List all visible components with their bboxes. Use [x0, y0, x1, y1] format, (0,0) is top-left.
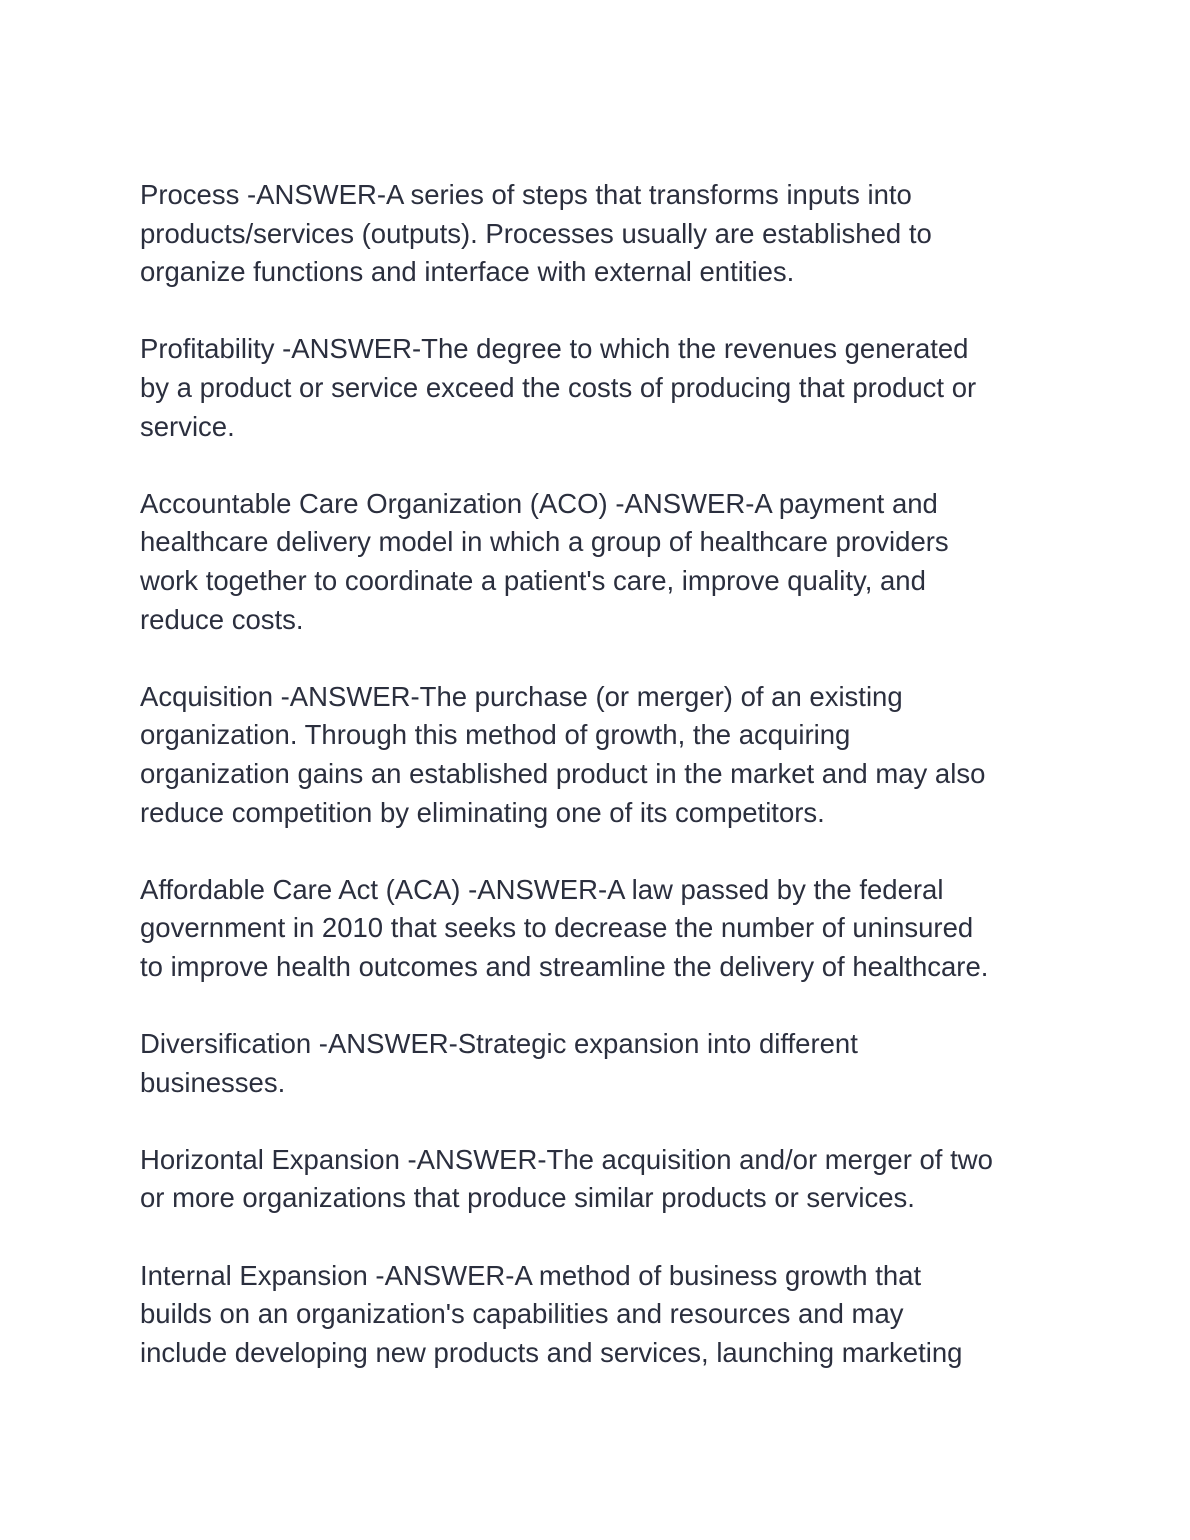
entry-line: government in 2010 that seeks to decrease the number of uninsured [140, 912, 974, 944]
entry-line: products/services (outputs). Processes usually are established to [140, 217, 932, 249]
glossary-entry-acquisition [140, 678, 1055, 832]
entry-line: businesses. [140, 1066, 286, 1098]
entry-line: include developing new products and services, launching marketing [140, 1336, 963, 1368]
entry-line: builds on an organization's capabilities and resources and may [140, 1298, 904, 1330]
entry-line: organization. Through this method of growth, the acquiring [140, 719, 851, 751]
entry-line: reduce costs. [140, 603, 304, 635]
entry-line: Horizontal Expansion -ANSWER-The acquisition and/or merger of two [140, 1143, 993, 1175]
glossary-content [140, 176, 1055, 1411]
glossary-entry-process [140, 176, 1055, 292]
entry-line: Affordable Care Act (ACA) -ANSWER-A law passed by the federal [140, 873, 944, 905]
glossary-entry-profitability [140, 330, 1055, 446]
entry-line: Diversification -ANSWER-Strategic expansion into different [140, 1028, 858, 1060]
glossary-entry-diversification [140, 1025, 1055, 1102]
entry-line: Process -ANSWER-A series of steps that transforms inputs into [140, 179, 912, 210]
entry-line: work together to coordinate a patient's care, improve quality, and [140, 564, 926, 596]
entry-line: or more organizations that produce similar products or services. [140, 1182, 915, 1214]
entry-line: organization gains an established product in the market and may also [140, 757, 986, 789]
entry-line: Accountable Care Organization (ACO) -ANSWER-A payment and [140, 487, 938, 519]
entry-line: Internal Expansion -ANSWER-A method of business growth that [140, 1259, 922, 1291]
entry-line: by a product or service exceed the costs of producing that product or [140, 371, 977, 403]
glossary-entry-aca [140, 871, 1055, 987]
entry-line: service. [140, 410, 235, 442]
glossary-entry-internal-expansion [140, 1257, 1055, 1373]
entry-line: organize functions and interface with external entities. [140, 256, 795, 288]
entry-line: to improve health outcomes and streamline the delivery of healthcare. [140, 950, 989, 982]
entry-line: Profitability -ANSWER-The degree to which the revenues generated [140, 333, 969, 365]
entry-line: reduce competition by eliminating one of its competitors. [140, 796, 825, 828]
entry-line: Acquisition -ANSWER-The purchase (or merger) of an existing [140, 680, 903, 712]
entry-line: healthcare delivery model in which a group of healthcare providers [140, 526, 949, 558]
glossary-entry-aco [140, 485, 1055, 639]
glossary-entry-horizontal-expansion [140, 1141, 1055, 1218]
